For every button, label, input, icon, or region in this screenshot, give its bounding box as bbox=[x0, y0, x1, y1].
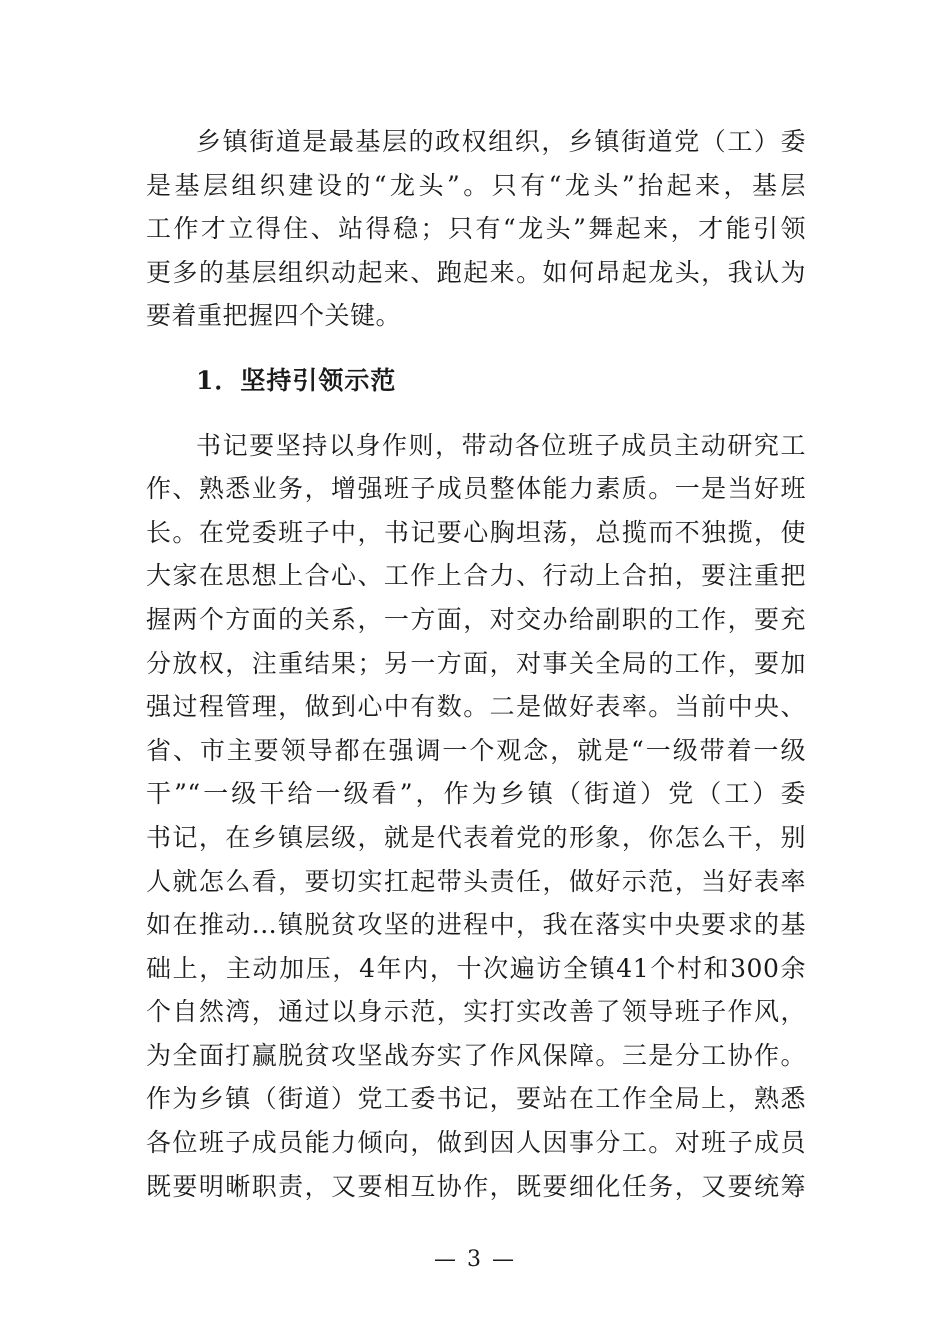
paragraph-line: 分放权，注重结果；另一方面，对事关全局的工作，要加 bbox=[146, 648, 806, 678]
paragraph-line: 人就怎么看，要切实扛起带头责任，做好示范，当好表率 bbox=[146, 866, 806, 896]
paragraph-line: 如在推动...镇脱贫攻坚的进程中，我在落实中央要求的基 bbox=[146, 910, 806, 940]
paragraph-line: 书记要坚持以身作则，带动各位班子成员主动研究工 bbox=[196, 430, 806, 460]
paragraph-line: 既要明晰职责，又要相互协作，既要细化任务，又要统筹 bbox=[146, 1171, 806, 1201]
spacer bbox=[146, 403, 806, 424]
spacer bbox=[146, 338, 806, 359]
paragraph-line: 大家在思想上合心、工作上合力、行动上合拍，要注重把 bbox=[146, 561, 806, 591]
document-body bbox=[146, 120, 806, 1208]
paragraph-line: 作为乡镇（街道）党工委书记，要站在工作全局上，熟悉 bbox=[146, 1084, 806, 1114]
paragraph-line: 更多的基层组织动起来、跑起来。如何昂起龙头，我认为 bbox=[146, 257, 806, 287]
paragraph-line: 干”“一级干给一级看”，作为乡镇（街道）党（工）委 bbox=[146, 779, 806, 809]
paragraph-line: 长。在党委班子中，书记要心胸坦荡，总揽而不独揽，使 bbox=[146, 517, 806, 547]
paragraph-line: 作、熟悉业务，增强班子成员整体能力素质。一是当好班 bbox=[146, 474, 806, 504]
page-number: — 3 — bbox=[434, 1247, 516, 1272]
paragraph-line: 个自然湾，通过以身示范，实打实改善了领导班子作风， bbox=[146, 997, 806, 1027]
paragraph-line: 各位班子成员能力倾向，做到因人因事分工。对班子成员 bbox=[146, 1128, 806, 1158]
paragraph-line: 握两个方面的关系，一方面，对交办给副职的工作，要充 bbox=[146, 604, 806, 634]
paragraph-line: 是基层组织建设的“龙头”。只有“龙头”抬起来，基层 bbox=[146, 170, 806, 200]
intro-paragraph bbox=[146, 120, 806, 338]
paragraph-line: 乡镇街道是最基层的政权组织，乡镇街道党（工）委 bbox=[196, 127, 806, 156]
paragraph-line: 工作才立得住、站得稳；只有“龙头”舞起来，才能引领 bbox=[146, 214, 806, 244]
paragraph-line: 书记，在乡镇层级，就是代表着党的形象，你怎么干，别 bbox=[146, 822, 806, 852]
paragraph-line: 要着重把握四个关键。 bbox=[146, 301, 402, 331]
body-paragraph bbox=[146, 424, 806, 1209]
paragraph-line: 省、市主要领导都在强调一个观念，就是“一级带着一级 bbox=[146, 735, 806, 765]
paragraph-line: 强过程管理，做到心中有数。二是做好表率。当前中央、 bbox=[146, 692, 806, 722]
paragraph-line: 础上，主动加压，4年内，十次遍访全镇41个村和300余 bbox=[146, 953, 806, 983]
paragraph-line: 为全面打赢脱贫攻坚战夯实了作风保障。三是分工协作。 bbox=[146, 1040, 806, 1070]
section-heading: 1．坚持引领示范 bbox=[196, 365, 397, 395]
